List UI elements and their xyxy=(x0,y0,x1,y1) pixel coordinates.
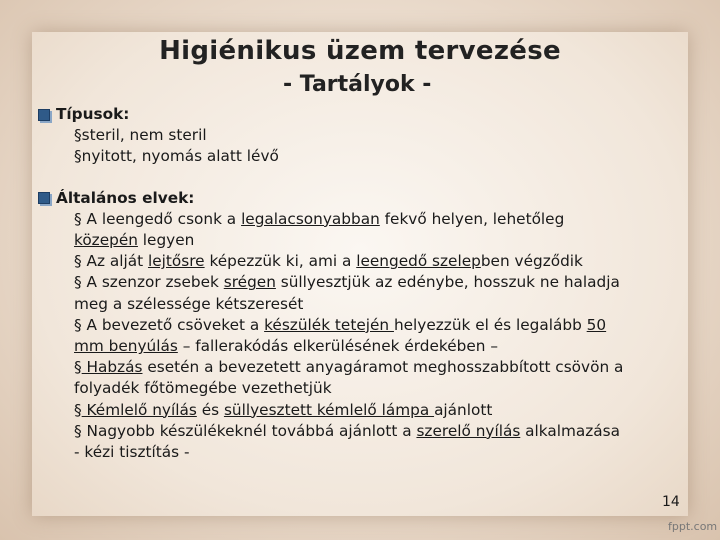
list-item: § Nagyobb készülékeknél továbbá ajánlott a szerelő nyílás alkalmazása - kézi tisztítás - xyxy=(74,421,621,462)
section-principles-heading xyxy=(38,188,658,209)
list-item: § Az alját lejtősre képezzük ki, ami a leengedő szelepben végződik xyxy=(74,252,583,271)
section-types-heading xyxy=(38,104,658,125)
slide-body xyxy=(38,104,658,463)
list-item: §nyitott, nyomás alatt lévő xyxy=(74,147,279,166)
list-item: § Habzás esetén a bevezetett anyagáramot meghosszabbított csövön a folyadék főtömegébe vezethetjük xyxy=(74,358,624,398)
list-item: § A szenzor zsebek srégen süllyesztjük az edénybe, hosszuk ne haladja meg a szélessége kétszeresét xyxy=(74,273,620,313)
list-item: § Kémlelő nyílás és süllyesztett kémlelő lámpa ajánlott xyxy=(74,400,493,419)
checkbox-bullet-icon xyxy=(38,109,50,121)
watermark: fppt.com xyxy=(668,520,718,533)
section-heading-text: Típusok: xyxy=(56,105,130,123)
slide-title: Higiénikus üzem tervezése xyxy=(159,36,561,66)
page-number: 14 xyxy=(662,494,680,510)
slide-subtitle: - Tartályok - xyxy=(283,72,432,97)
section-heading-text: Általános elvek: xyxy=(56,188,195,207)
list-item: § A leengedő csonk a legalacsonyabban fekvő helyen, lehetőleg közepén legyen xyxy=(74,209,565,250)
list-item: §steril, nem steril xyxy=(74,126,207,145)
checkbox-bullet-icon xyxy=(38,192,50,204)
list-item: § A bevezető csöveket a készülék tetején helyezzük el és legalább 50 mm benyúlás – fallerakódás elkerülésének érdekében – xyxy=(74,315,607,356)
